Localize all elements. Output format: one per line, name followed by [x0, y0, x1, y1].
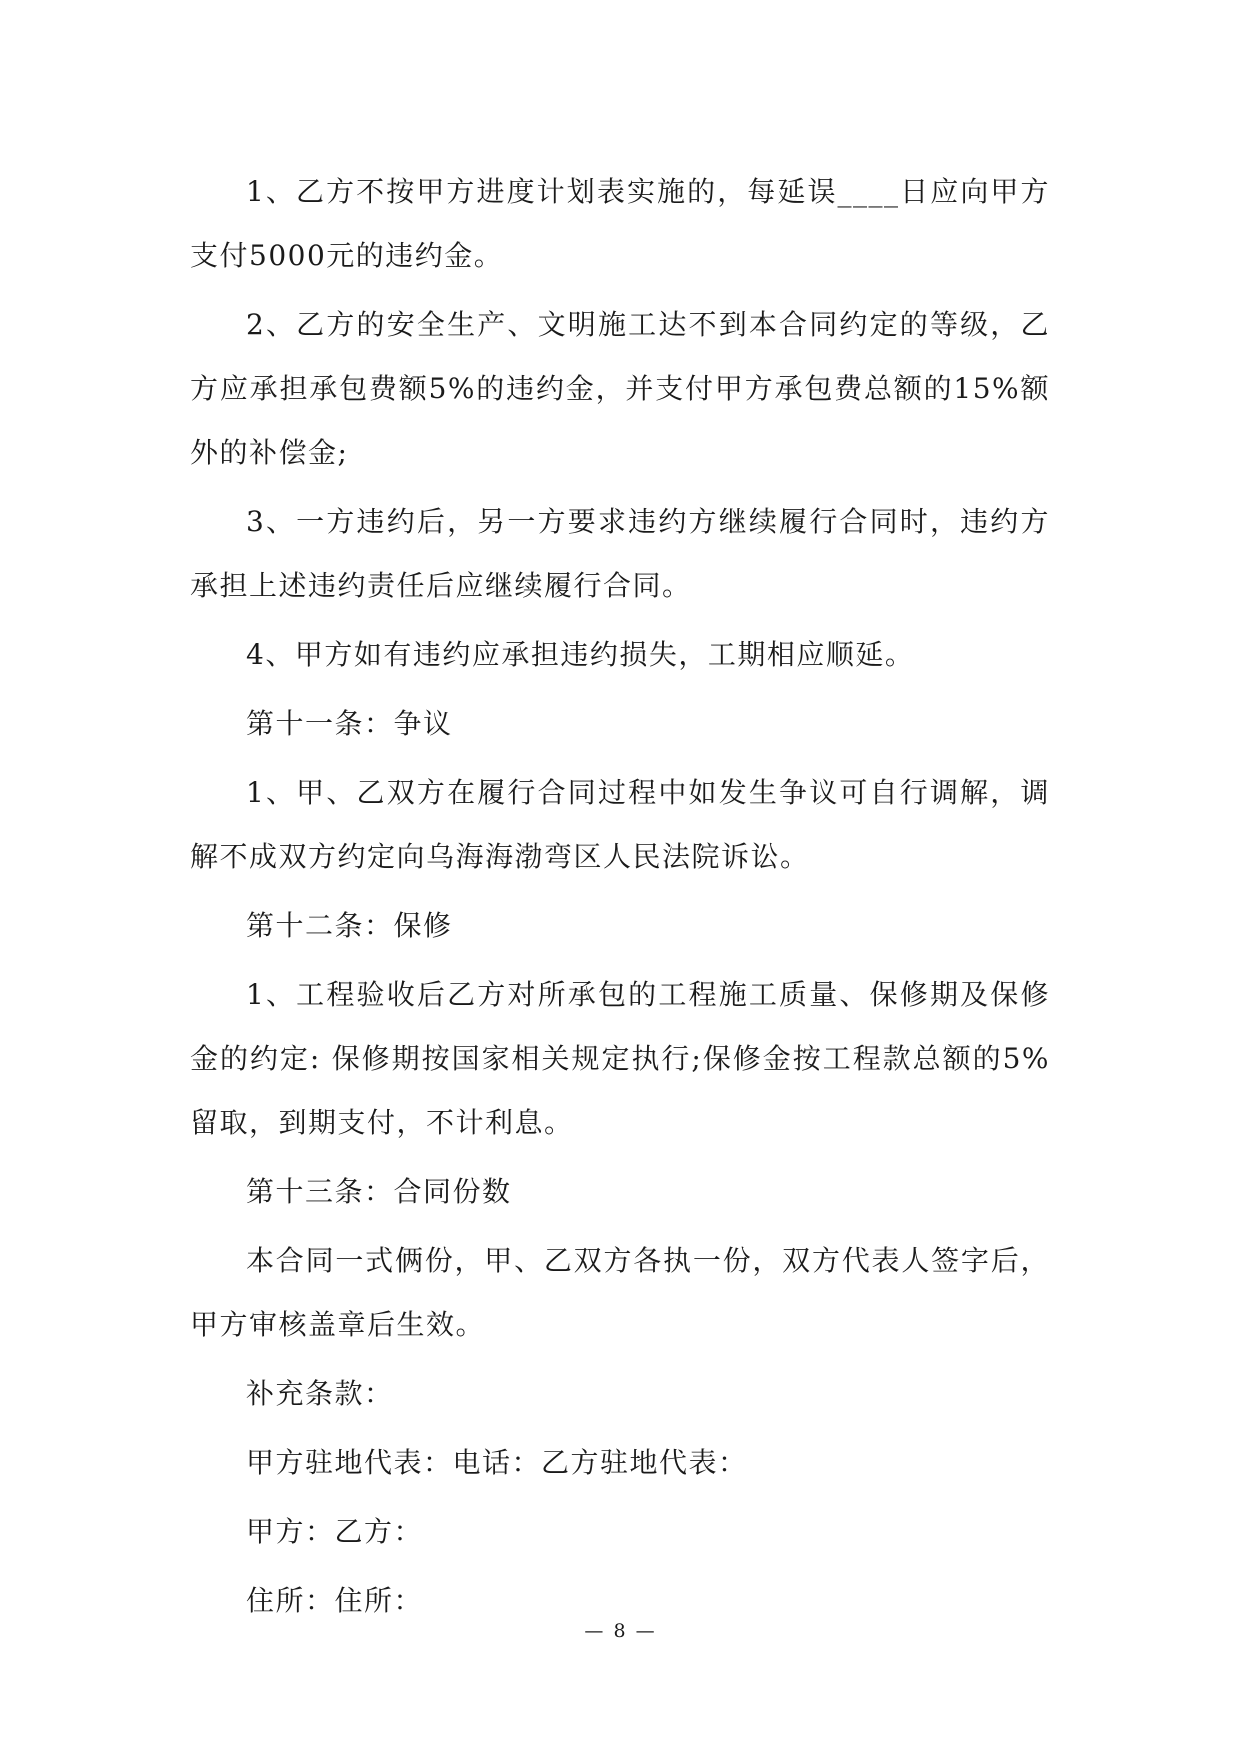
clause-paragraph: 4、甲方如有违约应承担违约损失，工期相应顺延。 — [246, 638, 915, 671]
clause-paragraph: 2、乙方的安全生产、文明施工达不到本合同约定的等级，乙方应承担承包费额5%的违约金，并支付甲方承包费总额的15%额外的补偿金; — [190, 308, 1050, 469]
clause-paragraph: 本合同一式俩份，甲、乙双方各执一份，双方代表人签字后，甲方审核盖章后生效。 — [190, 1244, 1050, 1341]
article-heading: 第十一条：争议 — [246, 707, 453, 740]
article-heading: 第十二条：保修 — [246, 909, 453, 942]
supplementary-terms-label: 补充条款： — [246, 1377, 394, 1410]
page-number: — 8 — — [584, 1620, 657, 1642]
representative-line: 甲方驻地代表：电话：乙方驻地代表： — [246, 1446, 748, 1479]
clause-paragraph: 1、乙方不按甲方进度计划表实施的，每延误____日应向甲方支付5000元的违约金。 — [190, 175, 1050, 272]
document-body — [190, 160, 1050, 1638]
address-line: 住所：住所： — [246, 1584, 424, 1617]
article-heading: 第十三条：合同份数 — [246, 1175, 512, 1208]
clause-paragraph: 1、甲、乙双方在履行合同过程中如发生争议可自行调解，调解不成双方约定向乌海海渤弯区人民法院诉讼。 — [190, 776, 1050, 873]
party-line: 甲方：乙方： — [246, 1515, 424, 1548]
clause-paragraph: 3、一方违约后，另一方要求违约方继续履行合同时，违约方承担上述违约责任后应继续履行合同。 — [190, 505, 1050, 602]
clause-paragraph: 1、工程验收后乙方对所承包的工程施工质量、保修期及保修金的约定: 保修期按国家相关规定执行;保修金按工程款总额的5%留取，到期支付，不计利息。 — [190, 978, 1050, 1139]
